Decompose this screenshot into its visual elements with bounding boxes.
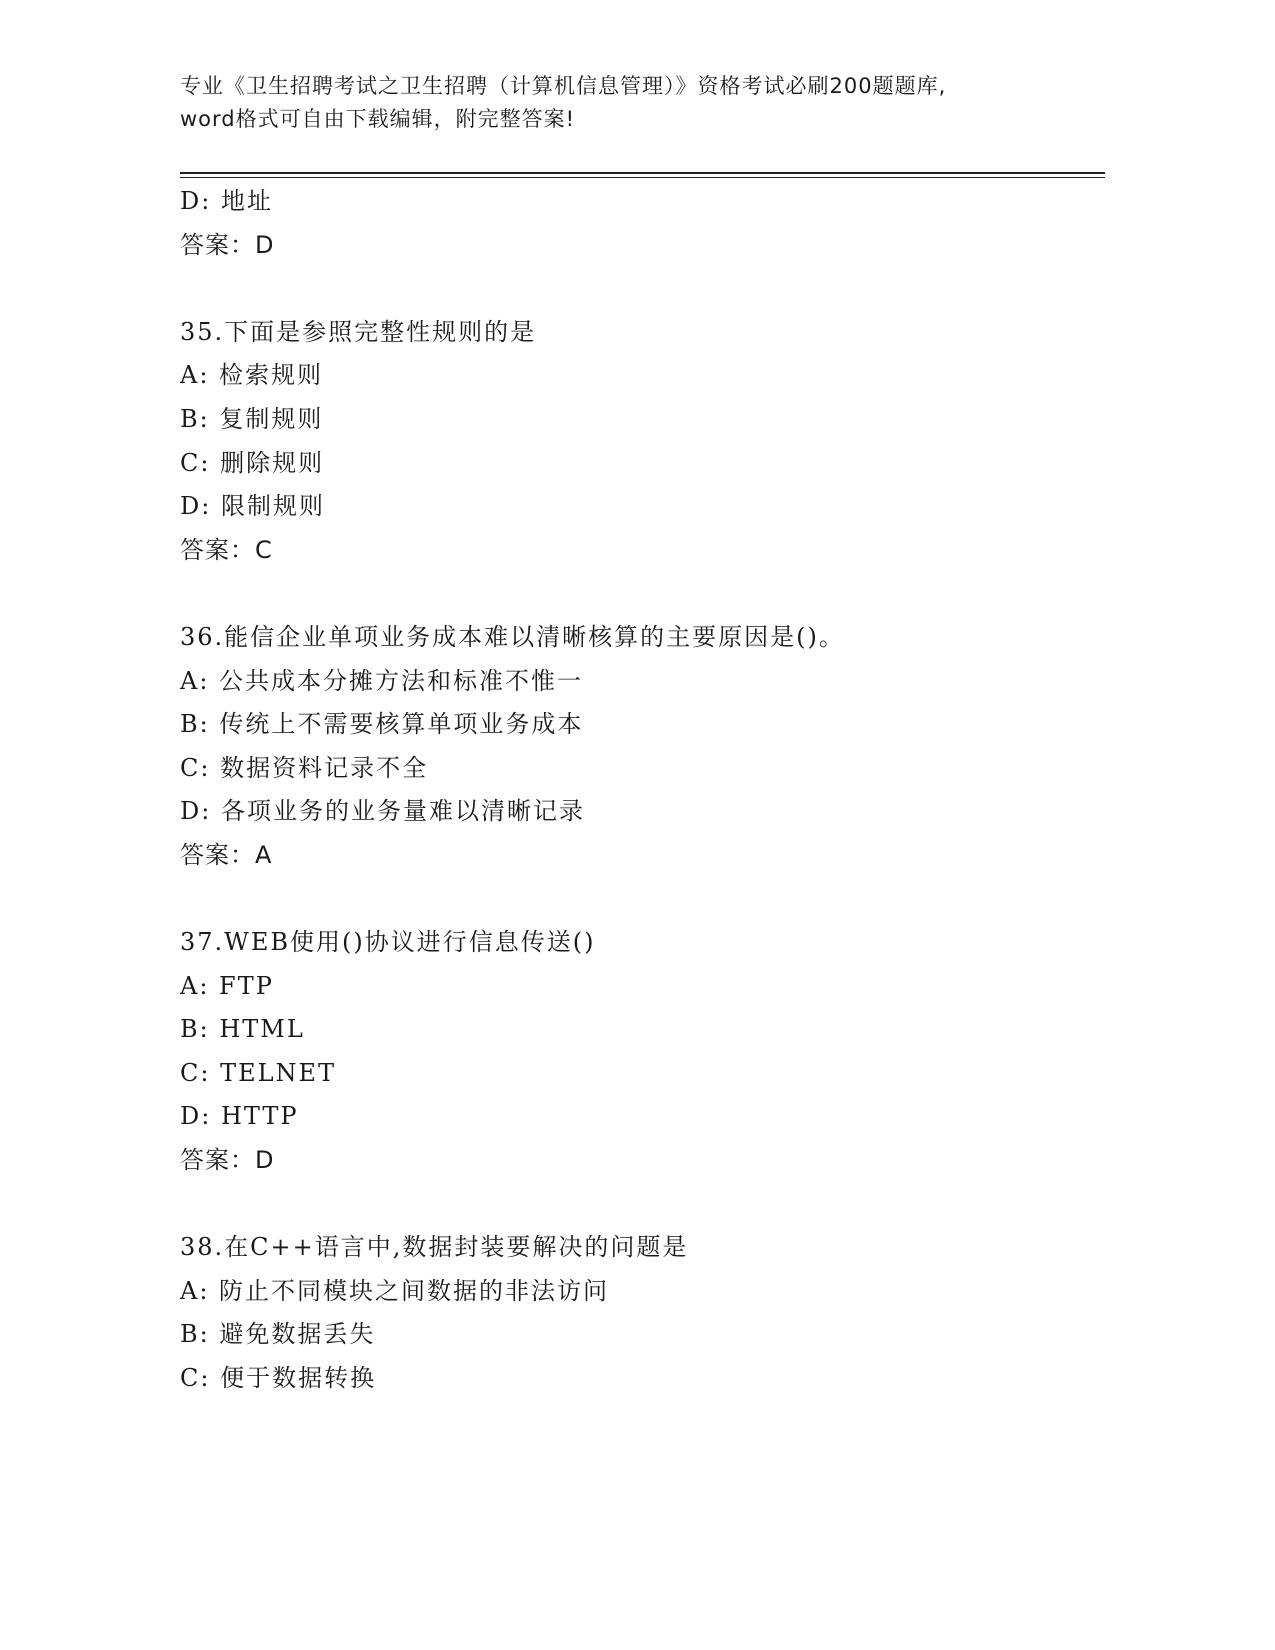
header-title-line-1: 专业《卫生招聘考试之卫生招聘（计算机信息管理）》资格考试必刷200题题库, [180, 74, 947, 98]
option-d: D: 限制规则 [180, 492, 325, 521]
question-stem: 38.在C++语言中,数据封装要解决的问题是 [180, 1233, 689, 1262]
option-a: A: FTP [180, 971, 274, 1000]
header-divider-thin [180, 177, 1105, 178]
question-list [180, 180, 1130, 1401]
document-header [180, 70, 1080, 136]
option-c: C: 便于数据转换 [180, 1364, 377, 1393]
question-spacer [180, 878, 1130, 922]
option-d: D: 地址 [180, 187, 273, 215]
option-d: D: 各项业务的业务量难以清晰记录 [180, 797, 585, 826]
option-a: A: 防止不同模块之间数据的非法访问 [180, 1276, 610, 1305]
question-spacer [180, 572, 1130, 616]
option-b: B: 避免数据丢失 [180, 1320, 376, 1349]
option-a: A: 检索规则 [180, 361, 324, 390]
question-stem: 35.下面是参照完整性规则的是 [180, 317, 537, 346]
option-b: B: 复制规则 [180, 404, 324, 433]
option-b: B: HTML [180, 1015, 305, 1044]
answer-line: 答案：C [180, 535, 273, 564]
option-c: C: 删除规则 [180, 448, 325, 477]
header-divider-thick [180, 172, 1105, 174]
question-spacer [180, 267, 1130, 311]
header-title-line-2: word格式可自由下载编辑，附完整答案! [180, 107, 576, 131]
option-b: B: 传统上不需要核算单项业务成本 [180, 710, 584, 739]
option-c: C: TELNET [180, 1058, 337, 1087]
answer-line: 答案：D [180, 1146, 275, 1175]
option-c: C: 数据资料记录不全 [180, 753, 429, 782]
answer-line: 答案：A [180, 840, 273, 869]
option-a: A: 公共成本分摊方法和标准不惟一 [180, 666, 584, 695]
question-stem: 37.WEB使用()协议进行信息传送() [180, 928, 596, 957]
question-stem: 36.能信企业单项业务成本难以清晰核算的主要原因是()。 [180, 622, 845, 651]
question-spacer [180, 1183, 1130, 1227]
option-d: D: HTTP [180, 1102, 299, 1131]
answer-line: 答案：D [180, 230, 275, 259]
